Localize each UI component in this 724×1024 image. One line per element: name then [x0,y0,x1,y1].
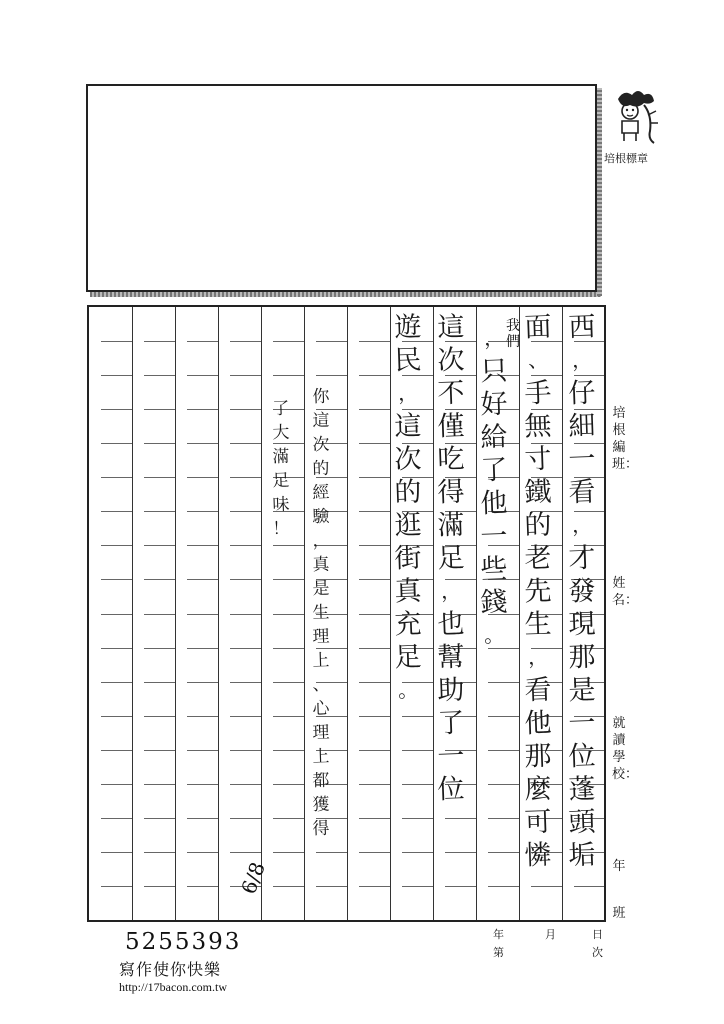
grid-row-line [230,648,261,649]
grid-row-line [230,375,261,376]
essay-char: 先 [523,575,553,608]
grid-row-line [101,682,132,683]
grid-row-line [359,579,390,580]
essay-char: 看 [523,674,553,707]
grid-row-line [144,511,175,512]
grid-row-line [445,852,476,853]
bacon-mascot-stamp-icon [608,85,664,145]
essay-char: ， [571,512,593,538]
grid-row-line [144,477,175,478]
essay-char: 滿 [436,509,466,542]
grid-row-line [488,716,519,717]
grid-row-line [273,716,304,717]
grid-column-line [261,307,262,920]
grid-row-line [359,784,390,785]
essay-char: 。 [483,622,505,648]
grid-row-line [359,511,390,512]
essay-char: 憐 [523,839,553,872]
grid-row-line [359,614,390,615]
essay-char: 細 [567,410,597,443]
grid-row-line [488,784,519,785]
grid-row-line [187,648,218,649]
grid-row-line [187,852,218,853]
essay-char: ， [571,347,593,373]
grid-row-line [144,443,175,444]
stamp-label: 培根標章 [604,152,648,165]
grid-row-line [230,477,261,478]
essay-char: 他 [523,707,553,740]
grid-row-line [230,682,261,683]
essay-char: 一 [567,707,597,740]
essay-char: 吃 [436,443,466,476]
comment-char: 得 [312,818,330,840]
grid-row-line [187,545,218,546]
grid-row-line [359,341,390,342]
comment-char: 足 [272,470,290,492]
comment-char: 是 [312,578,330,600]
grid-row-line [359,852,390,853]
grid-row-line [144,886,175,887]
teacher-comment-box [86,84,597,292]
grid-row-line [316,886,347,887]
essay-char: ， [397,380,419,406]
essay-char: 頭 [567,806,597,839]
website-url: http://17bacon.com.tw [119,980,227,994]
essay-char: 才 [567,542,597,575]
essay-char: 面 [523,311,553,344]
essay-char: 民 [393,344,423,377]
grid-row-line [273,648,304,649]
grid-row-line [187,375,218,376]
grid-row-line [187,341,218,342]
essay-char: 看 [567,476,597,509]
ordinal-label: 第 [493,946,504,959]
comment-char: 都 [312,770,330,792]
grid-row-line [144,682,175,683]
essay-char: 鐵 [523,476,553,509]
comment-char: 滿 [272,446,290,468]
comment-char: 次 [312,434,330,456]
essay-char: 逛 [393,509,423,542]
grid-row-line [144,545,175,546]
essay-char: 。 [397,677,419,703]
grid-row-line [144,818,175,819]
essay-char: ， [440,578,462,604]
grid-row-line [230,614,261,615]
grid-row-line [101,716,132,717]
grid-row-line [187,886,218,887]
grid-row-line [359,545,390,546]
essay-char: 充 [393,608,423,641]
grid-row-line [101,750,132,751]
essay-char: 垢 [567,839,597,872]
grid-row-line [488,750,519,751]
grid-row-line [187,818,218,819]
essay-char: 的 [393,476,423,509]
essay-char: 現 [567,608,597,641]
essay-char: 也 [436,608,466,641]
year-label: 年 [493,928,504,941]
essay-char: 麼 [523,773,553,806]
grid-row-line [445,886,476,887]
grid-row-line [359,750,390,751]
essay-char: ， [527,644,549,670]
essay-char: 助 [436,674,466,707]
grid-row-line [101,784,132,785]
grid-row-line [101,341,132,342]
grid-row-line [359,477,390,478]
grid-row-line [187,511,218,512]
comment-char: 味 [272,494,290,516]
grid-column-line [218,307,219,920]
grid-row-line [230,852,261,853]
grid-row-line [359,886,390,887]
essay-char: 遊 [393,311,423,344]
comment-char: 獲 [312,794,330,816]
essay-column [562,311,602,872]
grid-row-line [359,409,390,410]
essay-char: 錢 [479,586,509,619]
grade-label: 年 [612,859,626,874]
essay-char: 好 [479,388,509,421]
grid-row-line [187,477,218,478]
grid-row-line [273,341,304,342]
class-label: 培根編班： [612,406,639,472]
essay-char: 可 [523,806,553,839]
grid-row-line [402,716,433,717]
grid-row-line [144,750,175,751]
grid-row-line [359,648,390,649]
essay-char: 一 [567,443,597,476]
essay-char: 這 [436,311,466,344]
essay-char: 老 [523,542,553,575]
grid-row-line [230,409,261,410]
essay-char: 無 [523,410,553,443]
comment-char: 這 [312,410,330,432]
grid-row-line [230,443,261,444]
grid-row-line [488,682,519,683]
grid-row-line [144,716,175,717]
essay-column [518,311,558,872]
grid-row-line [359,818,390,819]
essay-char: 真 [393,575,423,608]
essay-char: 一 [479,520,509,553]
essay-char: 僅 [436,410,466,443]
essay-char: 仔 [567,377,597,410]
grid-row-line [273,886,304,887]
essay-char: 了 [479,454,509,487]
slogan: 寫作使你快樂 [119,960,222,979]
grid-row-line [316,852,347,853]
comment-char: 生 [312,602,330,624]
essay-char: 生 [523,608,553,641]
grid-row-line [187,750,218,751]
grid-row-line [187,409,218,410]
essay-char: 西 [567,311,597,344]
month-label: 月 [545,928,556,941]
essay-char: 蓬 [567,773,597,806]
essay-char: 不 [436,377,466,410]
grid-row-line [187,579,218,580]
grid-row-line [101,545,132,546]
essay-char: 得 [436,476,466,509]
name-label: 姓名： [612,576,639,608]
essay-char: 次 [393,443,423,476]
grid-row-line [273,682,304,683]
grid-row-line [230,750,261,751]
grid-row-line [230,579,261,580]
grid-row-line [402,818,433,819]
grid-row-line [273,545,304,546]
grid-row-line [101,375,132,376]
comment-box-right-shadow [597,88,602,296]
essay-char: 足 [393,641,423,674]
grid-row-line [402,852,433,853]
grid-column-line [132,307,133,920]
essay-char: 給 [479,421,509,454]
essay-char: 只 [479,355,509,388]
grid-row-line [187,716,218,717]
essay-char: 這 [393,410,423,443]
grid-row-line [359,443,390,444]
comment-char: 經 [312,482,330,504]
essay-char: 了 [436,707,466,740]
teacher-signature: 6/8 [236,858,270,898]
grid-row-line [531,886,562,887]
grid-row-line [402,750,433,751]
grid-row-line [144,375,175,376]
grid-row-line [488,886,519,887]
grid-row-line [402,784,433,785]
comment-char: 上 [312,650,330,672]
grid-row-line [445,818,476,819]
essay-char: 幫 [436,641,466,674]
essay-column [474,322,514,652]
day-label: 日 [592,928,603,941]
grid-row-line [187,784,218,785]
grid-row-line [359,682,390,683]
essay-char: 次 [436,344,466,377]
comment-char: 真 [312,554,330,576]
grid-row-line [187,682,218,683]
essay-char: 足 [436,542,466,575]
grid-row-line [144,614,175,615]
grid-row-line [273,784,304,785]
grid-row-line [101,886,132,887]
grid-row-line [230,818,261,819]
grid-row-line [273,375,304,376]
essay-char: 寸 [523,443,553,476]
grid-row-line [101,477,132,478]
grid-row-line [187,443,218,444]
grid-row-line [402,886,433,887]
grid-row-line [101,648,132,649]
essay-char: 的 [523,509,553,542]
grid-row-line [101,852,132,853]
comment-char: 上 [312,746,330,768]
grid-row-line [230,716,261,717]
essay-char: 位 [567,740,597,773]
essay-char: 發 [567,575,597,608]
grid-row-line [273,818,304,819]
school-label: 就讀學校： [612,716,639,782]
grid-row-line [144,341,175,342]
grid-row-line [101,614,132,615]
grid-row-line [101,409,132,410]
grid-row-line [101,511,132,512]
essay-column [431,311,471,806]
grid-row-line [144,409,175,410]
comment-column [269,397,293,541]
grid-row-line [101,818,132,819]
insertion-mark: 我們 [506,318,520,350]
grid-row-line [101,579,132,580]
grid-row-line [488,852,519,853]
class-short-label: 班 [612,906,626,921]
essay-char: 、 [527,347,549,373]
grid-row-line [273,614,304,615]
essay-char: 一 [436,740,466,773]
essay-char: 位 [436,773,466,806]
paper-code: 5255393 [125,929,242,955]
essay-char: 那 [523,740,553,773]
grid-column-line [304,307,305,920]
essay-char: 那 [567,641,597,674]
grid-row-line [359,716,390,717]
comment-char: 心 [312,698,330,720]
comment-char: 了 [272,398,290,420]
grid-row-line [144,648,175,649]
grid-row-line [273,579,304,580]
comment-char: 理 [312,626,330,648]
comment-char: ！ [272,518,290,540]
grid-column-line [347,307,348,920]
grid-row-line [144,579,175,580]
comment-char: 驗 [312,506,330,528]
comment-char: 的 [312,458,330,480]
comment-box-bottom-shadow [90,292,601,297]
grid-row-line [144,784,175,785]
grid-column-line [175,307,176,920]
grid-row-line [230,784,261,785]
grid-row-line [101,443,132,444]
essay-char: 手 [523,377,553,410]
grid-row-line [230,545,261,546]
comment-char: ， [312,530,330,552]
comment-char: 大 [272,422,290,444]
essay-char: ， [483,325,505,351]
grid-row-line [316,341,347,342]
comment-char: 理 [312,722,330,744]
grid-row-line [187,614,218,615]
grid-row-line [273,750,304,751]
grid-row-line [574,886,604,887]
grid-row-line [488,818,519,819]
essay-char: 街 [393,542,423,575]
grid-row-line [230,511,261,512]
essay-char: 他 [479,487,509,520]
comment-char: 你 [312,386,330,408]
times-label: 次 [592,946,603,959]
essay-char: 些 [479,553,509,586]
comment-column [309,385,333,841]
grid-row-line [144,852,175,853]
grid-row-line [230,341,261,342]
essay-column [388,311,428,707]
grid-row-line [316,375,347,376]
grid-row-line [359,375,390,376]
essay-char: 是 [567,674,597,707]
grid-row-line [273,852,304,853]
comment-char: 、 [312,674,330,696]
